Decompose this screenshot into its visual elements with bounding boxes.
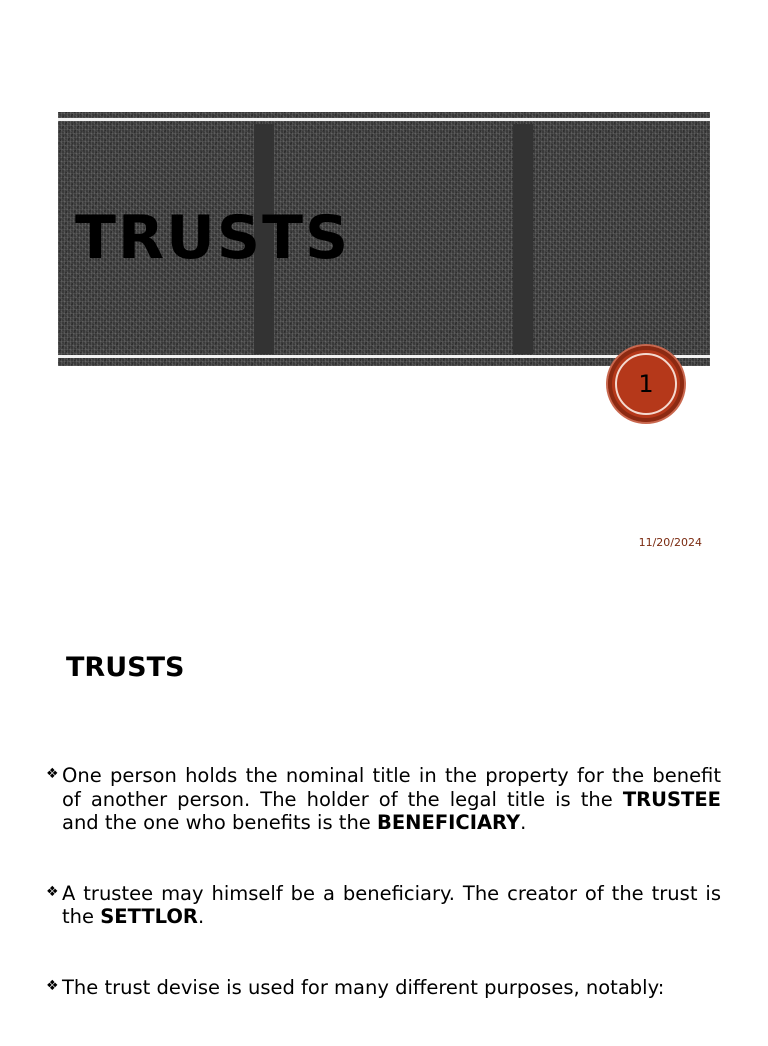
page-number: 1	[638, 370, 654, 398]
slide-title: TRUSTS	[75, 203, 351, 273]
banner-top-stripe	[58, 118, 710, 121]
bullet-item	[46, 882, 721, 929]
term-trustee: TRUSTEE	[622, 787, 721, 811]
diamond-bullet-icon: ❖	[46, 883, 59, 900]
banner-bottom-stripe	[58, 355, 710, 358]
page-number-badge	[608, 346, 684, 422]
bullet-list	[46, 764, 721, 1046]
bullet-text: .	[197, 905, 205, 928]
term-beneficiary: BENEFICIARY	[377, 811, 521, 834]
bullet-item	[46, 976, 721, 1000]
bullet-text: A trustee may himself be a beneficiary. The creator of the trust is the	[62, 881, 721, 928]
bullet-text: .	[520, 811, 527, 834]
bullet-text: One person holds the nominal title in the property for the benefit of another person. The holder of the legal title is the	[62, 764, 721, 811]
banner-column-divider	[513, 124, 533, 354]
bullet-item	[46, 764, 721, 835]
diamond-bullet-icon: ❖	[46, 977, 59, 994]
diamond-bullet-icon: ❖	[46, 766, 59, 782]
slide-date: 11/20/2024	[638, 536, 702, 549]
section-title: TRUSTS	[66, 652, 185, 683]
term-settlor: SETTLOR	[100, 905, 198, 928]
bullet-text: and the one who benefits is the	[62, 811, 377, 834]
bullet-text: The trust devise is used for many different purposes, notably:	[62, 975, 665, 999]
